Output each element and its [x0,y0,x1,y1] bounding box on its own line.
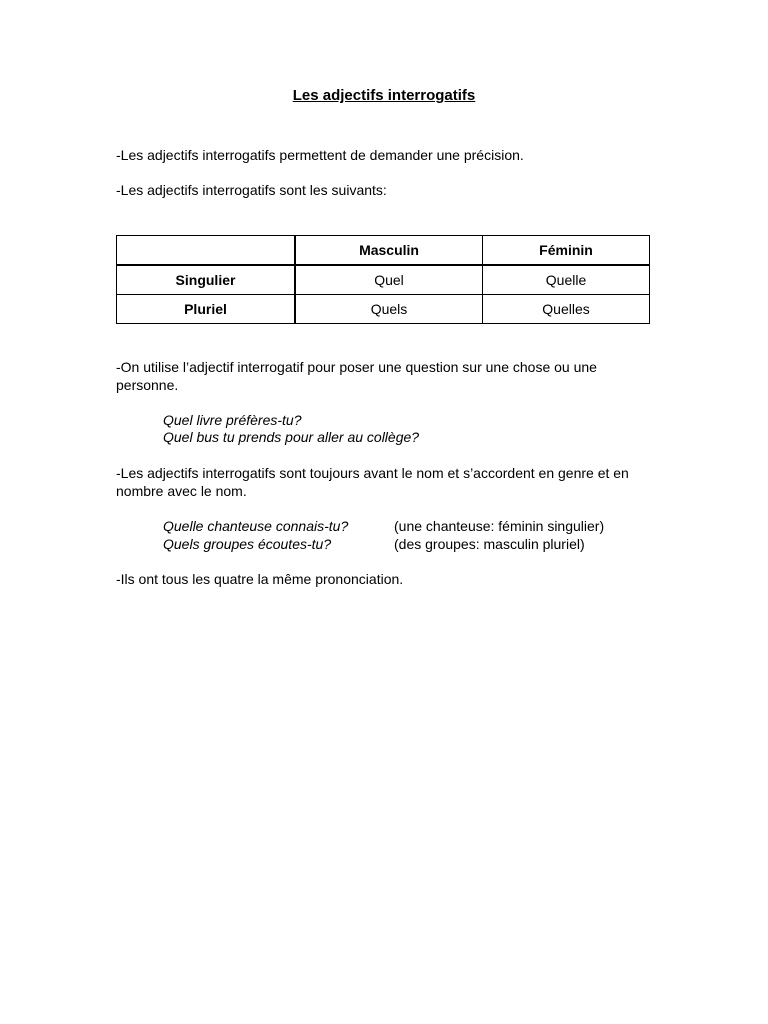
table-cell: Quelle [483,265,650,295]
table-header-row [117,236,650,266]
column-header-feminin: Féminin [483,236,650,266]
table-cell: Quels [295,295,483,324]
table-cell: Quelles [483,295,650,324]
row-header-singulier: Singulier [117,265,296,295]
example-sentence: Quels groupes écoutes-tu? [163,536,332,552]
pronunciation-paragraph: -Ils ont tous les quatre la même prononciation. [116,571,404,587]
table-row [117,295,650,324]
page-title: Les adjectifs interrogatifs [292,87,476,104]
usage-example: Quel bus tu prends pour aller au collège? [163,429,420,445]
row-header-pluriel: Pluriel [117,295,296,324]
agreement-example [163,535,663,553]
table-row [117,265,650,295]
table-cell: Quel [295,265,483,295]
table-corner-cell [117,236,296,266]
example-note: (des groupes: masculin pluriel) [394,536,585,552]
example-note: (une chanteuse: féminin singulier) [394,518,605,534]
usage-example: Quel livre préfères-tu? [163,412,302,428]
column-header-masculin: Masculin [295,236,483,266]
agreement-paragraph: -Les adjectifs interrogatifs sont toujours avant le nom et s’accordent en genre et en nombre avec le nom. [116,465,629,499]
intro-paragraph-2: -Les adjectifs interrogatifs sont les suivants: [116,182,387,198]
intro-paragraph-1: -Les adjectifs interrogatifs permettent de demander une précision. [116,147,524,163]
usage-paragraph: -On utilise l’adjectif interrogatif pour poser une question sur une chose ou une personne. [116,359,597,393]
example-sentence: Quelle chanteuse connais-tu? [163,518,349,534]
adjectives-table [116,235,650,324]
agreement-example [163,517,663,535]
